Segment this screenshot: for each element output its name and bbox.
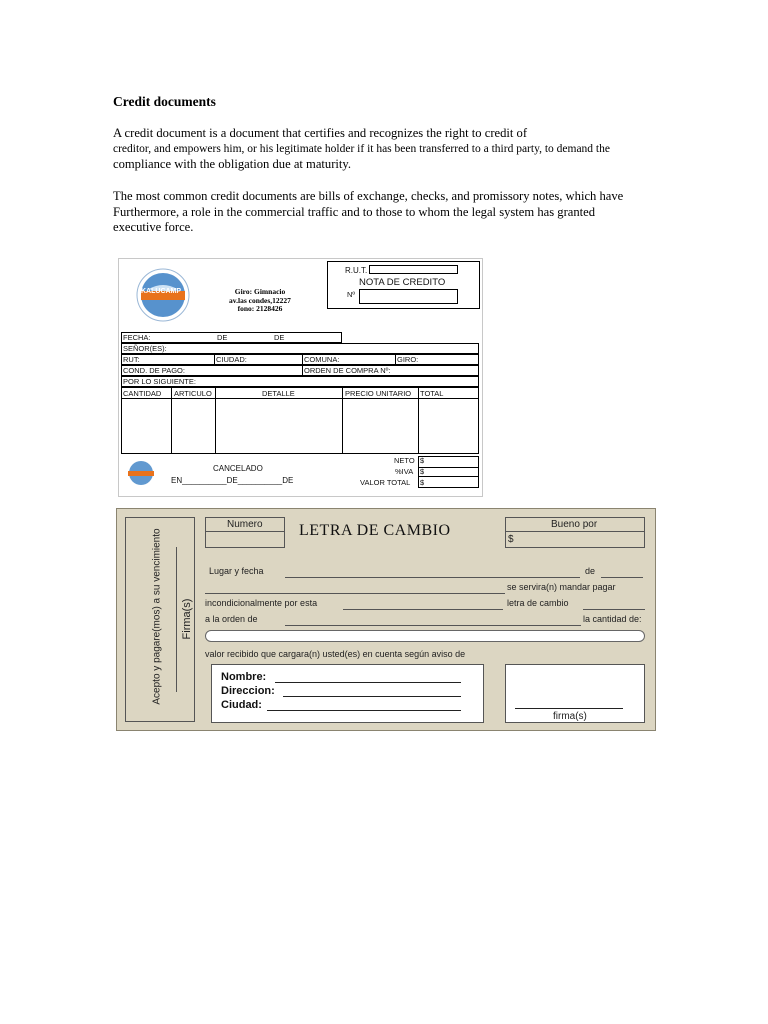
side-signature-line	[176, 547, 177, 692]
ciudad-line[interactable]	[267, 710, 461, 711]
column-header-articulo: ARTICULO	[174, 389, 212, 398]
la-cantidad-label: la cantidad de:	[583, 614, 642, 624]
fecha-de-label: DE	[217, 333, 228, 342]
nombre-line[interactable]	[275, 682, 461, 683]
letra-de-cambio-line[interactable]	[583, 609, 645, 610]
column-divider	[215, 387, 216, 454]
a-la-orden-label: a la orden de	[205, 614, 258, 624]
paragraph-line: compliance with the obligation due at maturity.	[113, 157, 352, 171]
column-divider	[342, 387, 343, 454]
acceptance-text: Acepto y pagare(mos) a su vencimiento	[151, 528, 163, 705]
incondicionalmente-label: incondicionalmente por esta	[205, 598, 318, 608]
fecha-row	[121, 332, 342, 343]
divider	[214, 354, 215, 365]
side-signature-label: Firma(s)	[181, 598, 193, 640]
direccion-label: Direccion:	[221, 685, 275, 697]
paragraph-line: executive force.	[113, 220, 194, 234]
number-label: Nº	[347, 290, 356, 299]
company-giro: Giro: Gimnacio	[234, 287, 286, 296]
paragraph-line: The most common credit documents are bills of exchange, checks, and promissory notes, which have	[113, 189, 624, 203]
letra-de-cambio-label: letra de cambio	[507, 598, 569, 608]
divider	[302, 354, 303, 365]
iva-currency: $	[420, 467, 425, 476]
lugar-fecha-label: Lugar y fecha	[209, 566, 264, 576]
company-info	[205, 288, 315, 314]
column-header-precio: PRECIO UNITARIO	[345, 389, 412, 398]
firma-label: firma(s)	[553, 711, 587, 722]
incondicionalmente-line[interactable]	[343, 609, 503, 610]
column-divider	[418, 387, 419, 454]
valor-recibido-label: valor recibido que cargara(n) usted(es) en cuenta según aviso de	[205, 649, 466, 659]
direccion-line[interactable]	[283, 696, 461, 697]
rut-field[interactable]	[369, 265, 458, 274]
ciudad-label: CIUDAD:	[216, 355, 247, 364]
bill-of-exchange	[116, 508, 656, 731]
neto-currency: $	[420, 456, 425, 465]
paragraph-line: A credit document is a document that certifies and recognizes the right to credit of	[113, 126, 528, 140]
a-la-orden-line[interactable]	[285, 625, 581, 626]
rut-row-label: RUT:	[123, 355, 140, 364]
comuna-label: COMUNA:	[304, 355, 340, 364]
fecha-de-label: DE	[274, 333, 285, 342]
senores-row	[121, 343, 479, 354]
column-header-total: TOTAL	[420, 389, 444, 398]
se-servira-label: se servira(n) mandar pagar	[507, 582, 616, 592]
cancelado-date-line: EN__________DE__________DE	[171, 476, 294, 485]
divider	[302, 365, 303, 376]
cond-pago-label: COND. DE PAGO:	[123, 366, 185, 375]
valor-total-currency: $	[420, 478, 425, 487]
section-heading: Credit documents	[113, 94, 216, 109]
bueno-por-divider	[505, 531, 645, 532]
valor-total-label: VALOR TOTAL	[360, 478, 411, 487]
rut-label: R.U.T.	[345, 266, 368, 275]
bueno-por-currency: $	[508, 534, 514, 545]
ciudad-label: Ciudad:	[221, 699, 262, 711]
iva-label: %IVA	[395, 467, 414, 476]
totals-divider	[418, 467, 479, 477]
amount-in-words-field[interactable]	[205, 630, 645, 642]
credit-note-form	[118, 258, 483, 497]
de-label: de	[585, 566, 596, 576]
column-header-detalle: DETALLE	[262, 389, 295, 398]
numero-label: Numero	[227, 519, 263, 530]
nombre-label: Nombre:	[221, 671, 267, 683]
letra-title: LETRA DE CAMBIO	[299, 522, 451, 539]
column-header-cantidad: CANTIDAD	[123, 389, 162, 398]
numero-divider	[205, 531, 285, 532]
divider	[395, 354, 396, 365]
paragraph-definition	[113, 126, 693, 173]
paragraph-line: Furthermore, a role in the commercial traffic and to those to whom the legal system has granted	[113, 204, 596, 219]
company-phone: fono: 2128426	[237, 304, 283, 313]
giro-row-label: GIRO:	[397, 355, 419, 364]
fecha-label: FECHA:	[123, 333, 151, 342]
cancelado-label: CANCELADO	[213, 464, 263, 473]
nota-title: NOTA DE CREDITO	[359, 277, 446, 288]
lugar-fecha-line[interactable]	[285, 577, 580, 578]
column-divider	[171, 387, 172, 454]
por-lo-siguiente-label: POR LO SIGUIENTE:	[123, 377, 196, 386]
drawee-line[interactable]	[205, 593, 505, 594]
paragraph-common-documents	[113, 189, 693, 236]
company-logo-icon	[135, 267, 191, 323]
signature-line[interactable]	[515, 708, 623, 709]
neto-label: NETO	[394, 456, 415, 465]
company-logo-text: KALUCAMP	[141, 288, 182, 295]
number-field[interactable]	[359, 289, 458, 304]
rut-row	[121, 354, 479, 365]
de-line[interactable]	[601, 577, 643, 578]
orden-compra-label: ORDEN DE COMPRA Nº:	[304, 366, 391, 375]
company-address: av.las condes,12227	[229, 295, 291, 305]
footer-logo-icon	[125, 458, 157, 488]
bueno-por-label: Bueno por	[551, 519, 598, 530]
paragraph-line: creditor, and empowers him, or his legitimate holder if it has been transferred to a third party, to demand the	[113, 142, 610, 155]
senores-label: SEÑOR(ES):	[123, 344, 167, 353]
